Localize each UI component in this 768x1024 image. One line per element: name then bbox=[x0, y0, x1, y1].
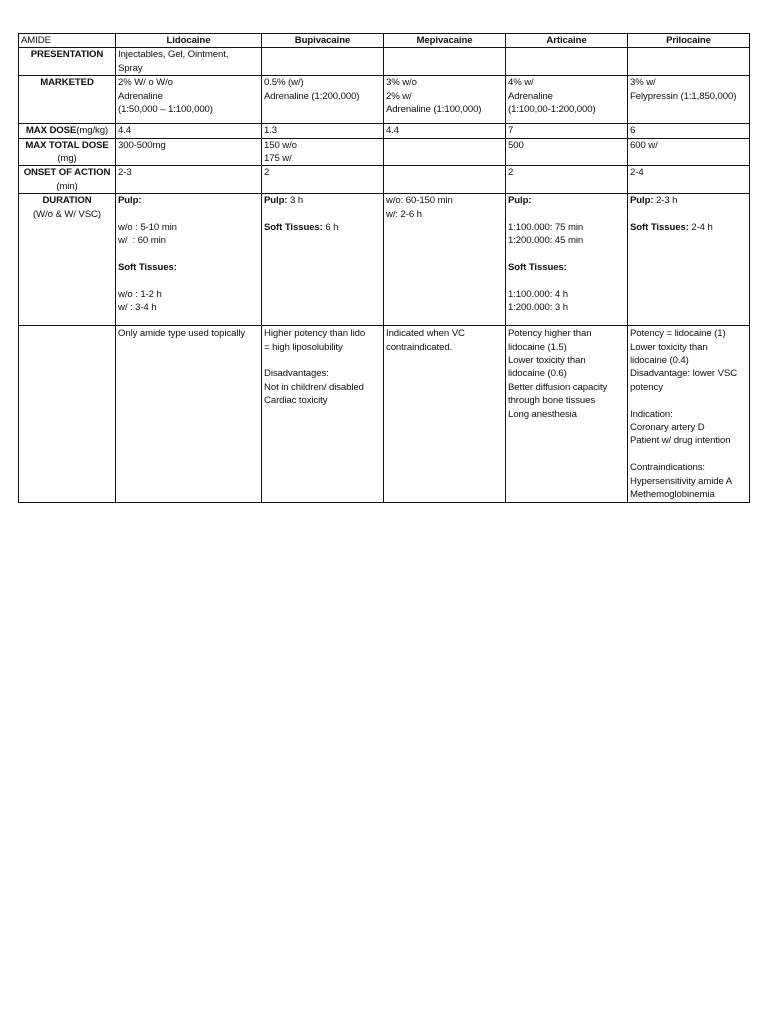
cell-line bbox=[630, 448, 747, 461]
cell-notes-mepivacaine bbox=[384, 326, 506, 502]
row-header-unit: (mg) bbox=[57, 153, 77, 165]
cell-line: 2% W/ o W/o bbox=[118, 77, 173, 89]
cell-line: 2 bbox=[508, 167, 514, 179]
presentation-row bbox=[19, 48, 750, 76]
cell-marketed-lidocaine bbox=[116, 76, 262, 124]
cell-max-total-prilocaine bbox=[628, 138, 750, 166]
cell-line: lidocaine (0.4) bbox=[630, 355, 689, 367]
pulp-value: 2-3 h bbox=[653, 195, 678, 207]
cell-notes-prilocaine bbox=[628, 326, 750, 502]
row-header-marketed: MARKETED bbox=[19, 76, 116, 124]
cell-line: 150 w/o bbox=[264, 139, 297, 151]
cell-line bbox=[630, 394, 747, 407]
notes-row bbox=[19, 326, 750, 502]
max-total-dose-row bbox=[19, 138, 750, 166]
col-header-lidocaine: Lidocaine bbox=[116, 34, 262, 48]
pulp-value: 3 h bbox=[287, 195, 304, 207]
max-dose-row bbox=[19, 124, 750, 138]
cell-line: 1:200.000: 3 h bbox=[508, 302, 568, 314]
cell-line: through bone tissues bbox=[508, 395, 596, 407]
header-row bbox=[19, 34, 750, 48]
cell-line: 300-500mg bbox=[118, 139, 166, 151]
cell-line: w/: 2-6 h bbox=[386, 208, 422, 220]
cell-line: 1:100.000: 4 h bbox=[508, 289, 568, 301]
cell-line: Potency = lidocaine (1) bbox=[630, 328, 726, 340]
pulp-label: Pulp: bbox=[264, 195, 288, 207]
pulp-label: Pulp: bbox=[508, 195, 532, 207]
cell-line: w/ : 60 min bbox=[118, 235, 166, 247]
cell-line: 3% w/ bbox=[630, 77, 656, 89]
cell-line: Hypersensitivity amide A bbox=[630, 475, 733, 487]
cell-line: Contraindications: bbox=[630, 462, 705, 474]
cell-line: 1:200.000: 45 min bbox=[508, 235, 584, 247]
cell-line: 4% w/ bbox=[508, 77, 534, 89]
cell-line: Adrenaline (1:100,000) bbox=[386, 104, 482, 116]
cell-line: Higher potency than lido bbox=[264, 328, 366, 340]
amide-anesthetics-sheet bbox=[18, 33, 749, 503]
cell-max-dose-prilocaine: 6 bbox=[628, 124, 750, 138]
cell-presentation-prilocaine bbox=[628, 48, 750, 76]
cell-onset-articaine bbox=[506, 166, 628, 194]
amide-comparison-table bbox=[18, 33, 750, 503]
cell-max-dose-lidocaine: 4.4 bbox=[116, 124, 262, 138]
cell-line: Spray bbox=[118, 62, 143, 74]
cell-presentation-mepivacaine bbox=[384, 48, 506, 76]
cell-onset-lidocaine bbox=[116, 166, 262, 194]
marketed-row bbox=[19, 76, 750, 124]
cell-line: 500 bbox=[508, 139, 524, 151]
cell-notes-bupivacaine bbox=[262, 326, 384, 502]
col-header-mepivacaine: Mepivacaine bbox=[384, 34, 506, 48]
onset-row bbox=[19, 166, 750, 194]
row-header-unit: (W/o & W/ VSC) bbox=[33, 208, 101, 220]
soft-tissues-label: Soft Tissues: bbox=[508, 262, 567, 274]
cell-duration-articaine bbox=[506, 194, 628, 326]
cell-line: Patient w/ drug intention bbox=[630, 435, 731, 447]
cell-max-dose-bupivacaine: 1.3 bbox=[262, 124, 384, 138]
cell-line: 1:100.000: 75 min bbox=[508, 222, 584, 234]
cell-max-total-articaine bbox=[506, 138, 628, 166]
cell-line: Long anesthesia bbox=[508, 408, 577, 420]
cell-line: Coronary artery D bbox=[630, 422, 705, 434]
row-header-presentation: PRESENTATION bbox=[19, 48, 116, 76]
cell-onset-prilocaine bbox=[628, 166, 750, 194]
cell-line: w/o : 1-2 h bbox=[118, 289, 162, 301]
cell-duration-bupivacaine bbox=[262, 194, 384, 326]
row-header-label: MAX DOSE bbox=[25, 125, 77, 137]
cell-presentation-articaine bbox=[506, 48, 628, 76]
cell-line: potency bbox=[630, 381, 663, 393]
row-header-label: DURATION bbox=[42, 195, 92, 207]
cell-notes-lidocaine bbox=[116, 326, 262, 502]
row-header-duration bbox=[19, 194, 116, 326]
cell-onset-bupivacaine bbox=[262, 166, 384, 194]
cell-line: Potency higher than bbox=[508, 328, 592, 340]
cell-line: Lower toxicity than bbox=[630, 341, 708, 353]
row-header-label: ONSET OF ACTION bbox=[23, 167, 111, 179]
col-header-bupivacaine: Bupivacaine bbox=[262, 34, 384, 48]
cell-duration-prilocaine bbox=[628, 194, 750, 326]
cell-presentation-lidocaine bbox=[116, 48, 262, 76]
cell-line: contraindicated. bbox=[386, 341, 453, 353]
row-header-label: MAX TOTAL DOSE bbox=[25, 139, 109, 151]
row-header-unit: (min) bbox=[56, 180, 78, 192]
cell-line: Disadvantages: bbox=[264, 368, 329, 380]
cell-presentation-bupivacaine bbox=[262, 48, 384, 76]
cell-max-total-bupivacaine bbox=[262, 138, 384, 166]
cell-line: Injectables, Gel, Ointment, bbox=[118, 49, 229, 61]
cell-line: Adrenaline bbox=[508, 90, 553, 102]
cell-line: (1:100,00-1:200,000) bbox=[508, 104, 596, 116]
col-header-prilocaine: Prilocaine bbox=[628, 34, 750, 48]
pulp-label: Pulp: bbox=[630, 195, 654, 207]
cell-line: = high liposolubility bbox=[264, 341, 343, 353]
cell-line: w/ : 3-4 h bbox=[118, 302, 157, 314]
cell-line: Disadvantage: lower VSC bbox=[630, 368, 738, 380]
cell-line: Only amide type used topically bbox=[118, 328, 246, 340]
soft-tissues-label: Soft Tissues: bbox=[264, 222, 323, 234]
cell-notes-articaine bbox=[506, 326, 628, 502]
cell-line: Better diffusion capacity bbox=[508, 381, 608, 393]
cell-line: Methemoglobinemia bbox=[630, 489, 715, 501]
cell-duration-lidocaine bbox=[116, 194, 262, 326]
cell-line: 175 w/ bbox=[264, 153, 292, 165]
cell-marketed-prilocaine bbox=[628, 76, 750, 124]
cell-line: lidocaine (1.5) bbox=[508, 341, 567, 353]
cell-marketed-bupivacaine bbox=[262, 76, 384, 124]
pulp-label: Pulp: bbox=[118, 195, 142, 207]
row-header-unit: (mg/kg) bbox=[76, 125, 109, 137]
cell-max-total-lidocaine bbox=[116, 138, 262, 166]
row-header-onset bbox=[19, 166, 116, 194]
cell-line: Indication: bbox=[630, 408, 673, 420]
cell-marketed-articaine bbox=[506, 76, 628, 124]
soft-tissues-value: 6 h bbox=[322, 222, 339, 234]
cell-duration-mepivacaine bbox=[384, 194, 506, 326]
row-header-notes bbox=[19, 326, 116, 502]
cell-line: w/o: 60-150 min bbox=[386, 195, 453, 207]
cell-onset-mepivacaine bbox=[384, 166, 506, 194]
cell-line: lidocaine (0.6) bbox=[508, 368, 567, 380]
col-header-articaine: Articaine bbox=[506, 34, 628, 48]
cell-line: 3% w/o bbox=[386, 77, 417, 89]
soft-tissues-value: 2-4 h bbox=[688, 222, 713, 234]
cell-max-total-mepivacaine bbox=[384, 138, 506, 166]
cell-max-dose-articaine: 7 bbox=[506, 124, 628, 138]
cell-line: Adrenaline (1:200,000) bbox=[264, 90, 360, 102]
soft-tissues-label: Soft Tissues: bbox=[118, 262, 177, 274]
cell-line bbox=[264, 354, 381, 367]
corner-cell: AMIDE bbox=[19, 34, 116, 48]
cell-line: Indicated when VC bbox=[386, 328, 465, 340]
row-header-max-total-dose bbox=[19, 138, 116, 166]
cell-max-dose-mepivacaine: 4.4 bbox=[384, 124, 506, 138]
cell-line: 0.5% (w/) bbox=[264, 77, 304, 89]
cell-line: 600 w/ bbox=[630, 139, 658, 151]
cell-line: Not in children/ disabled bbox=[264, 381, 364, 393]
cell-line: 2 bbox=[264, 167, 270, 179]
soft-tissues-label: Soft Tissues: bbox=[630, 222, 689, 234]
cell-line: w/o : 5-10 min bbox=[118, 222, 177, 234]
duration-row bbox=[19, 194, 750, 326]
cell-line: Lower toxicity than bbox=[508, 355, 586, 367]
cell-line: 2% w/ bbox=[386, 90, 412, 102]
cell-line: (1:50,000 – 1:100,000) bbox=[118, 104, 213, 116]
cell-line: Cardiac toxicity bbox=[264, 395, 328, 407]
row-header-max-dose bbox=[19, 124, 116, 138]
cell-line: Adrenaline bbox=[118, 90, 163, 102]
cell-line: Felypressin (1:1,850,000) bbox=[630, 90, 737, 102]
cell-line: 2-4 bbox=[630, 167, 644, 179]
cell-line: 2-3 bbox=[118, 167, 132, 179]
cell-marketed-mepivacaine bbox=[384, 76, 506, 124]
